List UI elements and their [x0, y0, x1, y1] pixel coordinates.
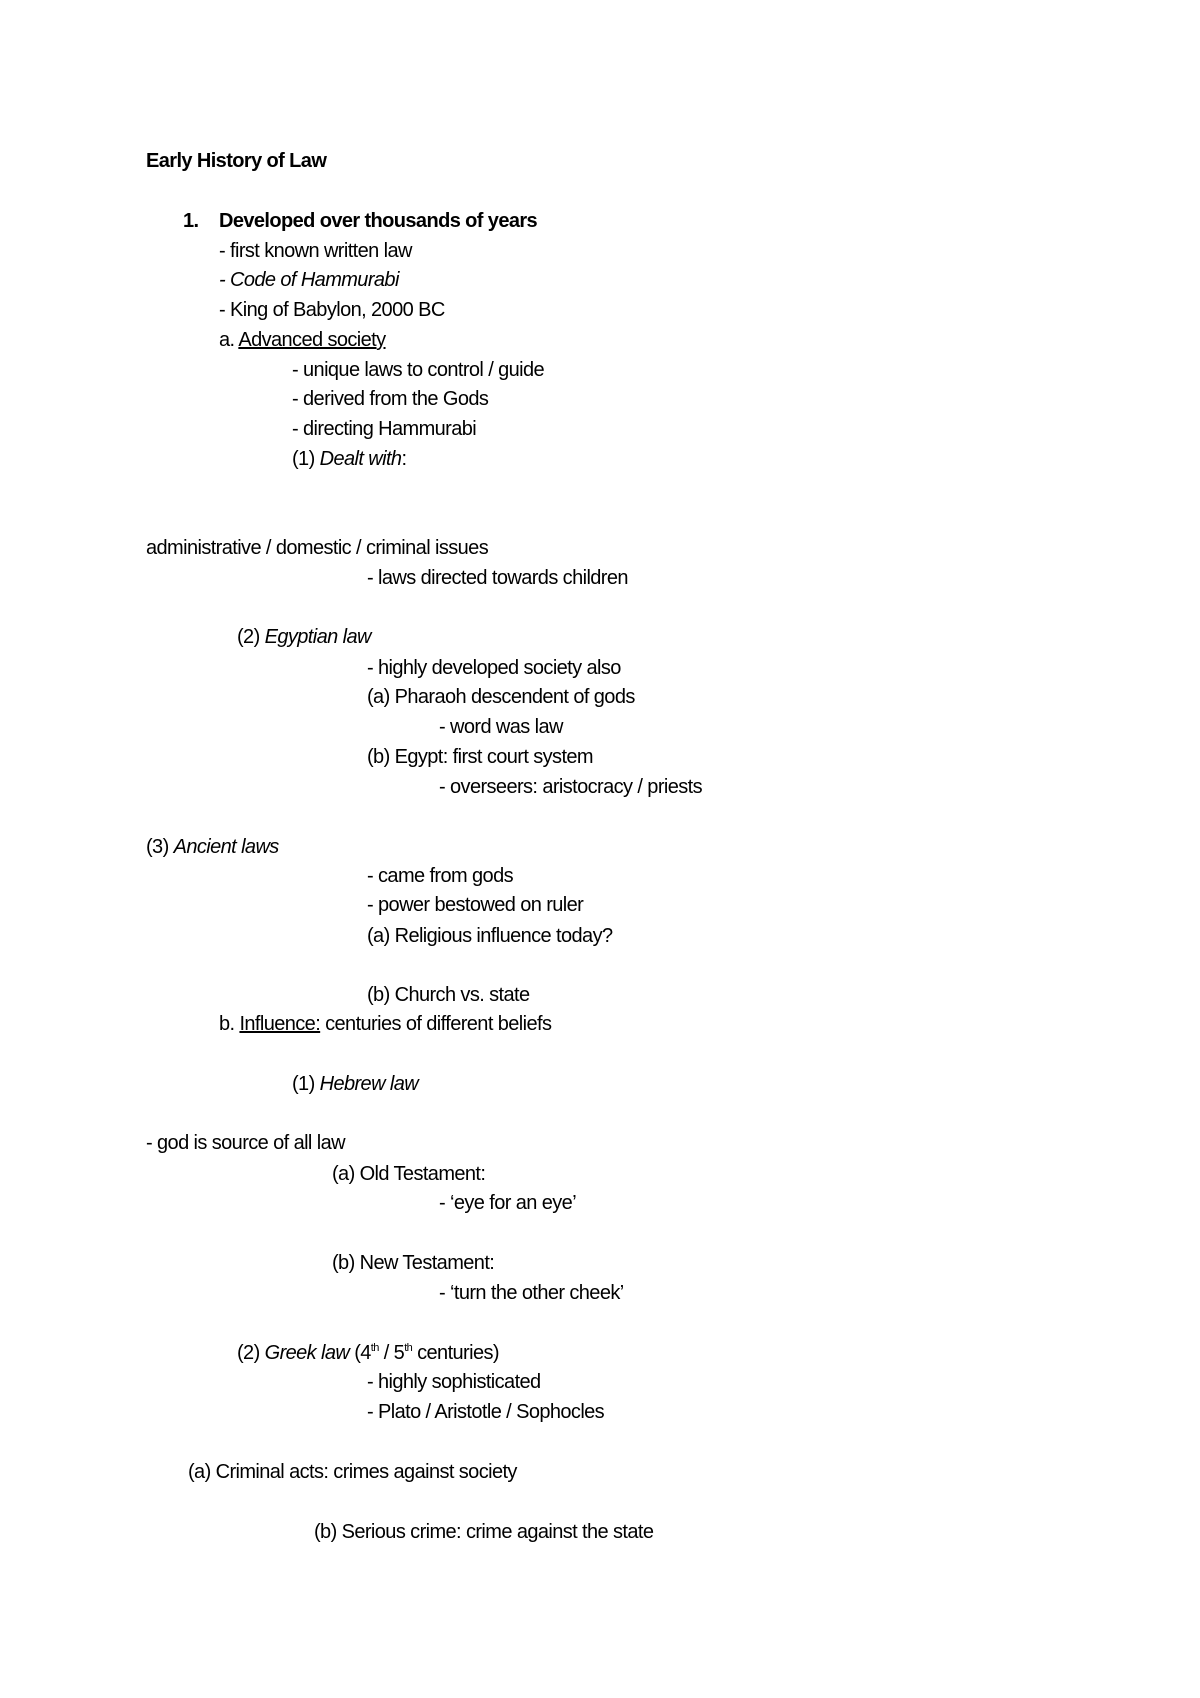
- bullet: - word was law: [439, 716, 563, 738]
- bullet: - came from gods: [367, 865, 514, 887]
- bullet: - King of Babylon, 2000 BC: [219, 299, 445, 321]
- bullet: - overseers: aristocracy / priests: [439, 776, 703, 798]
- egyptian-law: [237, 625, 371, 649]
- prefix: (1): [292, 1073, 320, 1095]
- label: Greek law: [264, 1342, 350, 1364]
- text: / 5: [378, 1342, 405, 1364]
- bullet: - highly developed society also: [367, 657, 621, 679]
- ancient-laws: [146, 835, 279, 859]
- bullet: - Code of Hammurabi: [219, 269, 399, 291]
- label: Hebrew law: [319, 1073, 419, 1095]
- subheading-label: Influence:: [239, 1013, 321, 1035]
- label: Egyptian law: [264, 626, 371, 648]
- bullet: - god is source of all law: [146, 1132, 345, 1154]
- bullet: - ‘turn the other cheek’: [439, 1282, 624, 1304]
- bullet: - directing Hammurabi: [292, 418, 477, 440]
- subheading-label: Advanced society: [238, 329, 386, 351]
- suffix: :: [401, 448, 407, 470]
- prefix: (3): [146, 836, 174, 858]
- dealt-items: administrative / domestic / criminal issues: [146, 537, 489, 559]
- prefix: (2): [237, 626, 265, 648]
- item: (b) Egypt: first court system: [367, 746, 593, 768]
- dealt-with: [292, 447, 406, 471]
- text: centuries of different beliefs: [320, 1013, 552, 1035]
- section-heading: Developed over thousands of years: [219, 210, 538, 232]
- item: (b) Serious crime: crime against the state: [314, 1521, 654, 1543]
- prefix: a.: [219, 329, 239, 351]
- label: Ancient laws: [173, 836, 279, 858]
- bullet: - derived from the Gods: [292, 388, 489, 410]
- prefix: (2): [237, 1342, 265, 1364]
- label: Dealt with: [319, 448, 402, 470]
- subheading-a: [219, 328, 386, 352]
- prefix: (1): [292, 448, 320, 470]
- item: (a) Pharaoh descendent of gods: [367, 686, 635, 708]
- item: (a) Old Testament:: [332, 1163, 486, 1185]
- text: (4: [349, 1342, 371, 1364]
- superscript: th: [404, 1342, 413, 1354]
- text: centuries): [412, 1342, 499, 1364]
- item: (a) Religious influence today?: [367, 925, 613, 947]
- subheading-b: [219, 1012, 551, 1036]
- bullet: - first known written law: [219, 240, 412, 262]
- prefix: b.: [219, 1013, 240, 1035]
- item: (a) Criminal acts: crimes against society: [188, 1461, 517, 1483]
- bullet: - power bestowed on ruler: [367, 894, 584, 916]
- superscript: th: [370, 1342, 379, 1354]
- bullet: - ‘eye for an eye’: [439, 1192, 577, 1214]
- greek-law: [237, 1341, 499, 1365]
- list-number: 1.: [183, 210, 199, 232]
- item: (b) New Testament:: [332, 1252, 495, 1274]
- item: (b) Church vs. state: [367, 984, 530, 1006]
- hebrew-law: [292, 1072, 418, 1096]
- bullet: - unique laws to control / guide: [292, 359, 545, 381]
- bullet: - laws directed towards children: [367, 567, 628, 589]
- bullet: - Plato / Aristotle / Sophocles: [367, 1401, 605, 1423]
- document-title: Early History of Law: [146, 150, 327, 172]
- bullet: - highly sophisticated: [367, 1371, 541, 1393]
